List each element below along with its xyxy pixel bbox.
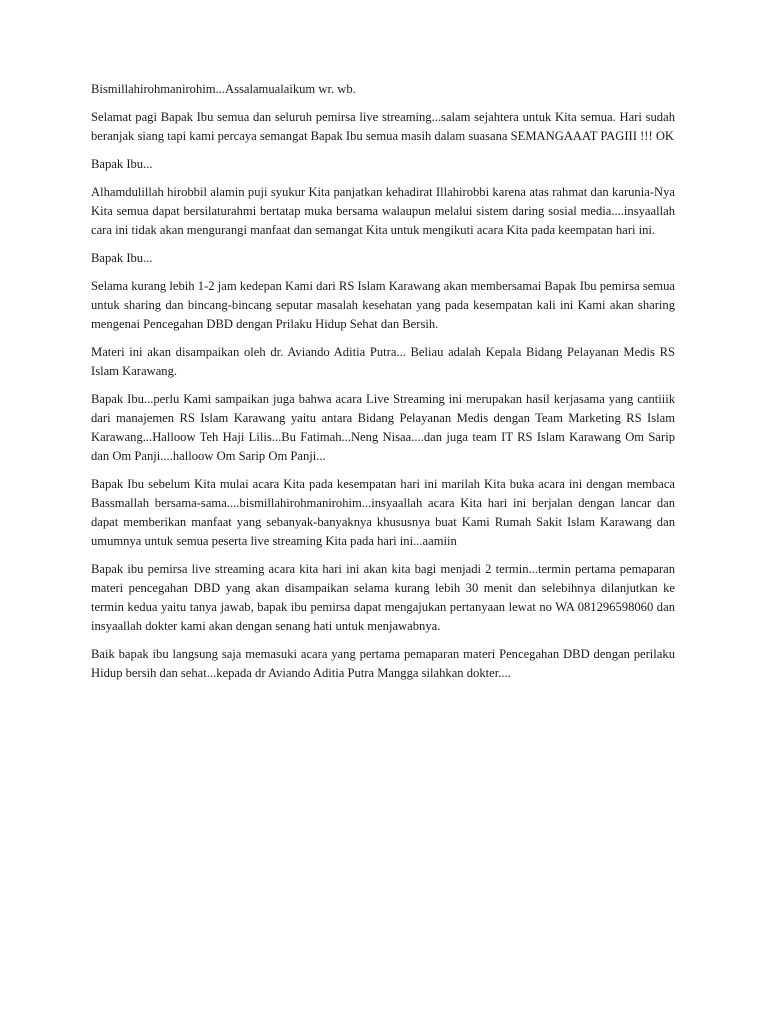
- paragraph-handover: Baik bapak ibu langsung saja memasuki acara yang pertama pemaparan materi Pencegahan DBD dengan perilaku Hidup bersih dan sehat...kepada dr Aviando Aditia Putra Mangga silahkan dokter....: [91, 647, 675, 680]
- paragraph-greeting: Bismillahirohmanirohim...Assalamualaikum wr. wb.: [91, 82, 356, 96]
- paragraph-address: Bapak Ibu...: [91, 157, 153, 171]
- paragraph-agenda: Selama kurang lebih 1-2 jam kedepan Kami dari RS Islam Karawang akan membersamai Bapak Ibu pemirsa semua untuk sharing dan bincang-bincang seputar masalah kesehatan yang pada kesempatan kali ini Kami akan sharing mengenai Pencegahan DBD dengan Prilaku Hidup Sehat dan Bersih.: [91, 279, 675, 331]
- paragraph-gratitude: Alhamdulillah hirobbil alamin puji syukur Kita panjatkan kehadirat Illahirobbi karena atas rahmat dan karunia-Nya Kita semua dapat bersilaturahmi bertatap muka bersama walaupun melalui sistem daring sosial media....insyaallah cara ini tidak akan mengurangi manfaat dan semangat Kita untuk mengikuti acara Kita pada keempatan hari ini.: [91, 185, 675, 237]
- paragraph-address: Bapak Ibu...: [91, 251, 153, 265]
- paragraph-opening-prayer: Bapak Ibu sebelum Kita mulai acara Kita pada kesempatan hari ini marilah Kita buka acara ini dengan membaca Bassmallah bersama-sama....bismillahirohmanirohim...insyaallah acara Kita hari ini berjalan dengan lancar dan dapat memberikan manfaat yang sebanyak-banyaknya khususnya buat Kami Rumah Sakit Islam Karawang dan umumnya untuk semua peserta live streaming Kita pada hari ini...aamiin: [91, 477, 675, 548]
- paragraph-acknowledgement: Bapak Ibu...perlu Kami sampaikan juga bahwa acara Live Streaming ini merupakan hasil kerjasama yang cantiiik dari manajemen RS Islam Karawang yaitu antara Bidang Pelayanan Medis dengan Team Marketing RS Islam Karawang...Halloow Teh Haji Lilis...Bu Fatimah...Neng Nisaa....dan juga team IT RS Islam Karawang Om Sarip dan Om Panji....halloow Om Sarip Om Panji...: [91, 392, 675, 463]
- paragraph-opening: Selamat pagi Bapak Ibu semua dan seluruh pemirsa live streaming...salam sejahtera untuk Kita semua. Hari sudah beranjak siang tapi kami percaya semangat Bapak Ibu semua masih dalam suasana SEMANGAAAT PAGIII !!! OK: [91, 110, 675, 143]
- document-page: [91, 80, 675, 692]
- paragraph-speaker: Materi ini akan disampaikan oleh dr. Aviando Aditia Putra... Beliau adalah Kepala Bidang Pelayanan Medis RS Islam Karawang.: [91, 345, 675, 378]
- paragraph-session-structure: Bapak ibu pemirsa live streaming acara kita hari ini akan kita bagi menjadi 2 termin...termin pertama pemaparan materi pencegahan DBD yang akan disampaikan selama kurang lebih 30 menit dan selebihnya dilanjutkan ke termin kedua yaitu tanya jawab, bapak ibu pemirsa dapat mengajukan pertanyaan lewat no WA 081296598060 dan insyaallah dokter kami akan dengan senang hati untuk menjawabnya.: [91, 562, 675, 633]
